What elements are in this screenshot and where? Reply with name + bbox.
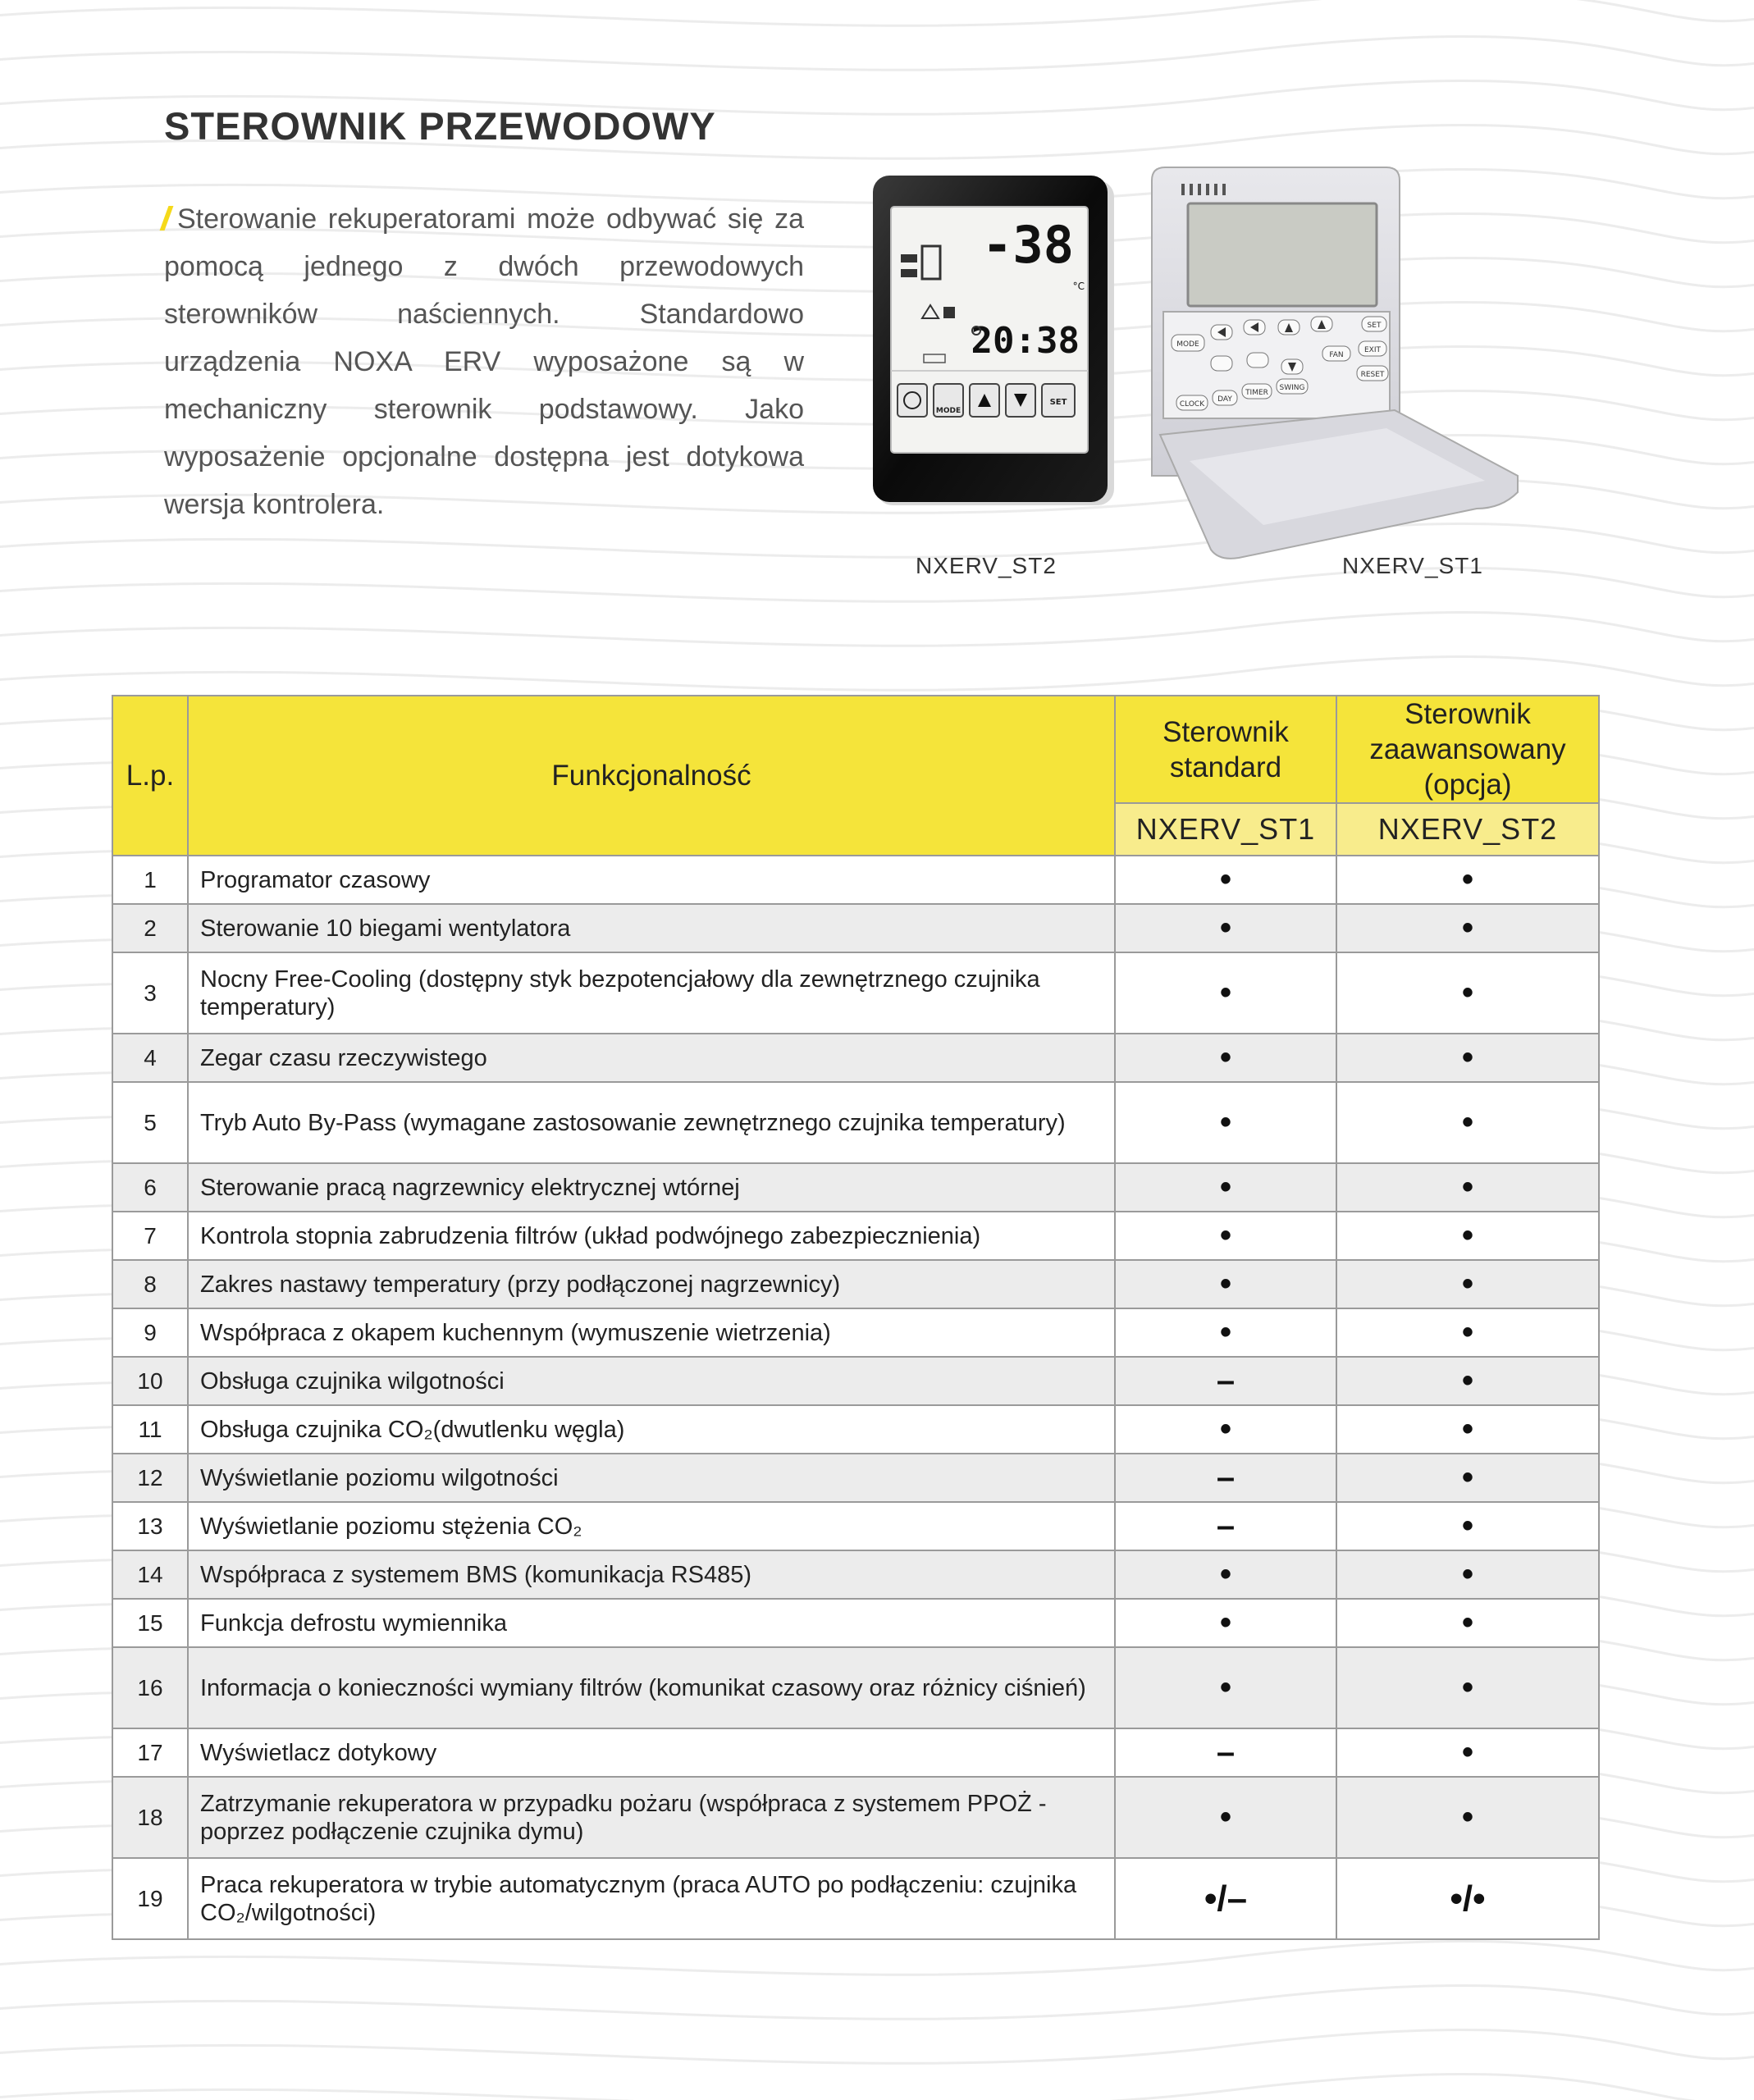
row-functionality: Zakres nastawy temperatury (przy podłączonej nagrzewnicy) (188, 1260, 1115, 1308)
table-row (112, 1034, 1599, 1082)
header-model-st2: NXERV_ST2 (1336, 803, 1599, 856)
row-number: 11 (112, 1405, 188, 1454)
row-functionality: Współpraca z systemem BMS (komunikacja RS485) (188, 1550, 1115, 1599)
row-st2-mark: • (1336, 1599, 1599, 1647)
row-st2-mark: • (1336, 1082, 1599, 1163)
row-functionality: Nocny Free-Cooling (dostępny styk bezpotencjałowy dla zewnętrznego czujnika temperatury) (188, 952, 1115, 1034)
row-st1-mark: • (1115, 904, 1336, 952)
table-row (112, 1454, 1599, 1502)
table-row (112, 1647, 1599, 1728)
header-functionality: Funkcjonalność (188, 696, 1115, 856)
row-st1-mark: • (1115, 1405, 1336, 1454)
row-st2-mark: • (1336, 1357, 1599, 1405)
caption-nxerv-st1: NXERV_ST1 (1342, 553, 1483, 578)
table-row (112, 1858, 1599, 1939)
row-st1-mark: • (1115, 1082, 1336, 1163)
table-row (112, 1550, 1599, 1599)
row-st1-mark: • (1115, 952, 1336, 1034)
svg-text:EXIT: EXIT (1363, 346, 1382, 354)
row-st2-mark: •/• (1336, 1858, 1599, 1939)
row-st1-mark: • (1115, 1599, 1336, 1647)
row-functionality: Obsługa czujnika wilgotności (188, 1357, 1115, 1405)
screen-unit: °C (1072, 281, 1085, 292)
row-st1-mark: • (1115, 1308, 1336, 1357)
row-functionality: Sterowanie 10 biegami wentylatora (188, 904, 1115, 952)
row-st2-mark: • (1336, 1212, 1599, 1260)
row-number: 14 (112, 1550, 188, 1599)
row-st1-mark: • (1115, 1550, 1336, 1599)
table-row (112, 1163, 1599, 1212)
intro-paragraph (164, 195, 804, 528)
svg-text:TIMER: TIMER (1245, 389, 1268, 397)
table-row (112, 1502, 1599, 1550)
page-title: STEROWNIK PRZEWODOWY (164, 104, 716, 148)
row-functionality: Współpraca z okapem kuchennym (wymuszenie wietrzenia) (188, 1308, 1115, 1357)
row-st1-mark: – (1115, 1357, 1336, 1405)
row-st2-mark: • (1336, 1647, 1599, 1728)
row-number: 13 (112, 1502, 188, 1550)
row-st2-mark: • (1336, 1728, 1599, 1777)
row-functionality: Sterowanie pracą nagrzewnicy elektrycznej wtórnej (188, 1163, 1115, 1212)
row-number: 1 (112, 856, 188, 904)
row-st1-mark: – (1115, 1454, 1336, 1502)
svg-text:DAY: DAY (1217, 395, 1232, 404)
row-functionality: Zatrzymanie rekuperatora w przypadku pożaru (współpraca z systemem PPOŻ - poprzez podłączenie czujnika dymu) (188, 1777, 1115, 1858)
row-number: 15 (112, 1599, 188, 1647)
header-advanced-label: Sterownik zaawansowany (opcja) (1369, 698, 1566, 801)
row-number: 4 (112, 1034, 188, 1082)
row-number: 16 (112, 1647, 188, 1728)
row-functionality: Praca rekuperatora w trybie automatycznym (praca AUTO po podłączeniu: czujnika CO₂/wilgotności) (188, 1858, 1115, 1939)
row-number: 3 (112, 952, 188, 1034)
row-number: 10 (112, 1357, 188, 1405)
row-st2-mark: • (1336, 1454, 1599, 1502)
row-number: 5 (112, 1082, 188, 1163)
table-row (112, 1777, 1599, 1858)
touch-buttons (898, 384, 1075, 417)
row-st1-mark: – (1115, 1502, 1336, 1550)
header-model-st1: NXERV_ST1 (1115, 803, 1336, 856)
row-functionality: Informacja o konieczności wymiany filtrów (komunikat czasowy oraz różnicy ciśnień) (188, 1647, 1115, 1728)
table-row (112, 1405, 1599, 1454)
table-row (112, 904, 1599, 952)
row-st2-mark: • (1336, 1163, 1599, 1212)
row-functionality: Programator czasowy (188, 856, 1115, 904)
svg-text:FAN: FAN (1329, 351, 1344, 359)
svg-text:SWING: SWING (1279, 384, 1305, 392)
table-row (112, 1212, 1599, 1260)
header-standard-label: Sterownik standard (1162, 715, 1289, 783)
mechanical-controller-image (1140, 164, 1526, 574)
row-st2-mark: • (1336, 856, 1599, 904)
table-row (112, 1308, 1599, 1357)
row-number: 18 (112, 1777, 188, 1858)
row-st2-mark: • (1336, 1034, 1599, 1082)
svg-text:SET: SET (1049, 398, 1067, 407)
comparison-table (112, 695, 1600, 1940)
row-st1-mark: • (1115, 1034, 1336, 1082)
row-st1-mark: • (1115, 1647, 1336, 1728)
table-row (112, 1260, 1599, 1308)
row-functionality: Obsługa czujnika CO₂(dwutlenku węgla) (188, 1405, 1115, 1454)
svg-text:MODE: MODE (1176, 340, 1199, 349)
row-st1-mark: • (1115, 1777, 1336, 1858)
table-row (112, 1357, 1599, 1405)
header-lp: L.p. (112, 696, 188, 856)
row-number: 9 (112, 1308, 188, 1357)
row-st2-mark: • (1336, 952, 1599, 1034)
row-number: 8 (112, 1260, 188, 1308)
svg-text:SET: SET (1367, 322, 1382, 330)
row-number: 19 (112, 1858, 188, 1939)
row-functionality: Funkcja defrostu wymiennika (188, 1599, 1115, 1647)
row-st2-mark: • (1336, 1260, 1599, 1308)
header-standard (1115, 696, 1336, 803)
header-advanced (1336, 696, 1599, 803)
intro-text: Sterowanie rekuperatorami może odbywać się za pomocą jednego z dwóch przewodowych sterowników naściennych. Standardowo urządzenia NOXA ERV wyposażone są w mechaniczny sterownik podstawowy. Jako wyposażenie opcjonalne dostępna jest dotykowa wersja kontrolera. (164, 203, 804, 520)
table-row (112, 1599, 1599, 1647)
screen-time: 20:38 (971, 320, 1080, 362)
row-st1-mark: • (1115, 1163, 1336, 1212)
row-functionality: Wyświetlanie poziomu wilgotności (188, 1454, 1115, 1502)
table-row (112, 952, 1599, 1034)
row-functionality: Zegar czasu rzeczywistego (188, 1034, 1115, 1082)
row-number: 17 (112, 1728, 188, 1777)
table-header (112, 696, 1599, 856)
row-functionality: Tryb Auto By-Pass (wymagane zastosowanie zewnętrznego czujnika temperatury) (188, 1082, 1115, 1163)
row-st1-mark: • (1115, 1212, 1336, 1260)
row-st2-mark: • (1336, 1777, 1599, 1858)
row-st2-mark: • (1336, 1502, 1599, 1550)
row-st1-mark: • (1115, 1260, 1336, 1308)
table-row (112, 856, 1599, 904)
row-number: 6 (112, 1163, 188, 1212)
svg-text:CLOCK: CLOCK (1179, 400, 1205, 409)
row-st1-mark: •/– (1115, 1858, 1336, 1939)
row-number: 7 (112, 1212, 188, 1260)
svg-text:RESET: RESET (1360, 371, 1385, 379)
screen-temperature: -38 (982, 215, 1074, 275)
row-st2-mark: • (1336, 1308, 1599, 1357)
caption-nxerv-st2: NXERV_ST2 (916, 553, 1057, 578)
row-number: 2 (112, 904, 188, 952)
row-st2-mark: • (1336, 904, 1599, 952)
svg-text:MODE: MODE (935, 407, 962, 415)
row-st1-mark: • (1115, 856, 1336, 904)
table-row (112, 1082, 1599, 1163)
table-row (112, 1728, 1599, 1777)
row-functionality: Wyświetlacz dotykowy (188, 1728, 1115, 1777)
row-st2-mark: • (1336, 1405, 1599, 1454)
row-functionality: Kontrola stopnia zabrudzenia filtrów (układ podwójnego zabezpiecznienia) (188, 1212, 1115, 1260)
row-st2-mark: • (1336, 1550, 1599, 1599)
touch-controller-image (873, 164, 1119, 509)
row-functionality: Wyświetlanie poziomu stężenia CO₂ (188, 1502, 1115, 1550)
row-st1-mark: – (1115, 1728, 1336, 1777)
row-number: 12 (112, 1454, 188, 1502)
table-body (112, 856, 1599, 1939)
